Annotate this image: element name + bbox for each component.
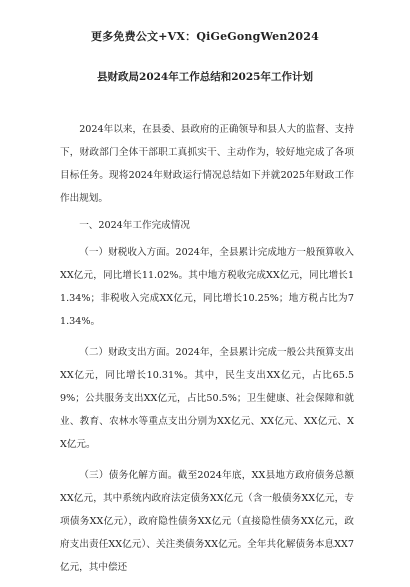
debt-paragraph: （三）债务化解方面。截至2024年底，XX县地方政府债务总额XX亿元，其中系统内政府法定债务XX亿元（含一般债务XX亿元，专项债务XX亿元），政府隐性债务XX亿元（直接隐性债务XX亿元，政府支出责任XX亿元）、关注类债务XX亿元。全年共化解债务本息XX7亿元，其中偿还 bbox=[60, 470, 354, 573]
intro-paragraph: 2024年以来，在县委、县政府的正确领导和县人大的监督、支持下，财政部门全体干部职工真抓实干、主动作为，较好地完成了各项目标任务。现将2024年财政运行情况总结如下并就2025年财政工作作出规划。 bbox=[60, 124, 354, 204]
section-heading: 一、2024年工作完成情况 bbox=[79, 220, 190, 231]
revenue-paragraph: （一）财税收入方面。2024年，全县累计完成地方一般预算收入XX亿元，同比增长11.02%。其中地方税收完成XX亿元，同比增长11.34%；非税收入完成XX亿元，同比增长10.25%；地方税占比为71.34%。 bbox=[60, 247, 354, 327]
document-body bbox=[60, 118, 354, 587]
document-title: 县财政局2024年工作总结和2025年工作计划 bbox=[97, 71, 313, 83]
expenditure-paragraph: （二）财政支出方面。2024年，全县累计完成一般公共预算支出XX亿元，同比增长10.31%。其中，民生支出XX亿元，占比65.59%；公共服务支出XX亿元，占比50.5%；卫生健康、社会保障和就业、教育、农林水等重点支出分别为XX亿元、XX亿元、XX亿元、XX亿元。 bbox=[60, 347, 354, 450]
watermark-text: 更多免费公文+VX：QiGeGongWen2024 bbox=[91, 30, 319, 43]
